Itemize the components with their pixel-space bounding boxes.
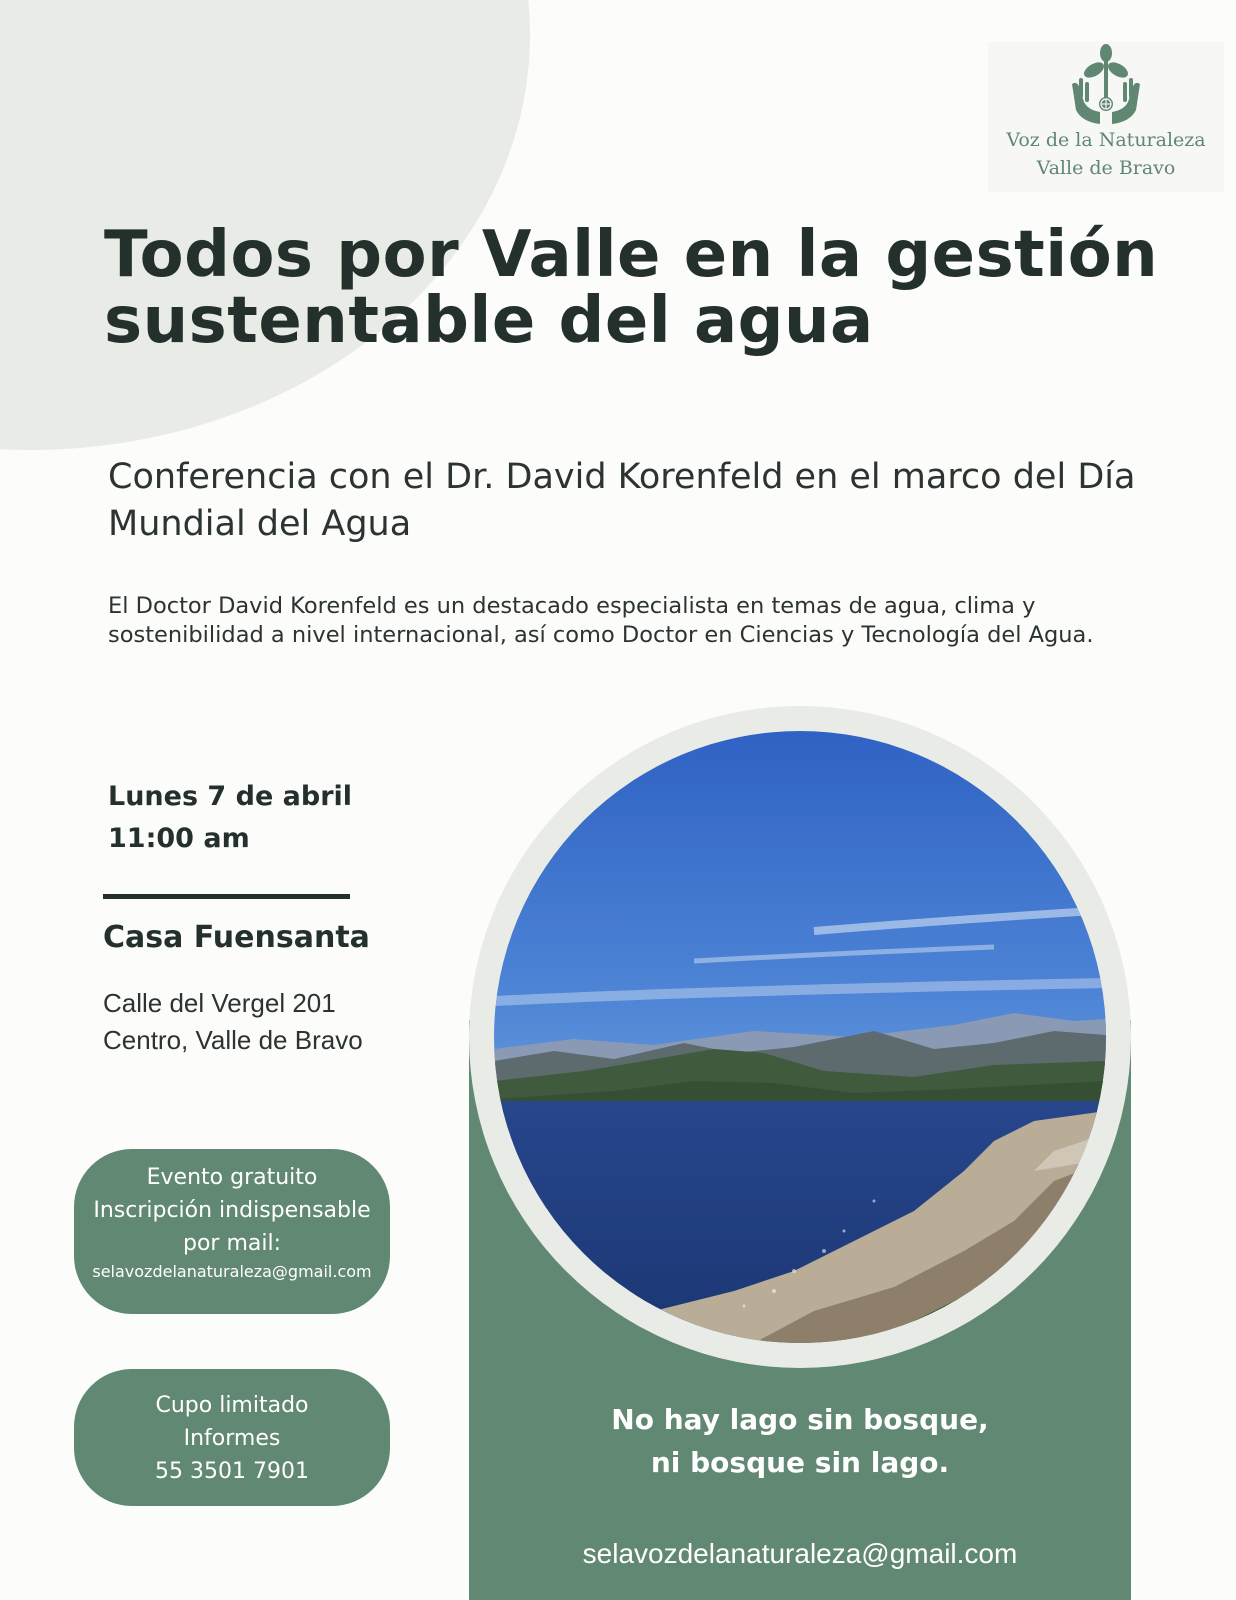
registration-line-2: Inscripción indispensable: [93, 1198, 371, 1223]
slogan-line-2: ni bosque sin lago.: [650, 1446, 950, 1479]
brand-name-line-2: Valle de Bravo: [1036, 157, 1176, 179]
lake-valle-de-bravo-photo: [494, 731, 1106, 1343]
event-datetime: [108, 776, 352, 860]
slogan-line-1: No hay lago sin bosque,: [611, 1403, 989, 1436]
info-phone[interactable]: 55 3501 7901: [155, 1459, 309, 1484]
page-title: Todos por Valle en la gestión sustentable del agua: [104, 218, 1159, 358]
registration-badge: [74, 1149, 390, 1314]
slogan: [469, 1398, 1131, 1484]
address-line-1: Calle del Vergel 201: [103, 988, 336, 1018]
registration-line-1: Evento gratuito: [146, 1165, 318, 1190]
event-date: Lunes 7 de abril: [108, 781, 353, 812]
divider: [103, 894, 350, 899]
registration-line-3: por mail:: [182, 1231, 281, 1256]
brand-name-line-1: Voz de la Naturaleza: [1006, 129, 1206, 151]
info-line-2: Informes: [183, 1426, 281, 1451]
brand-logo: [988, 42, 1224, 192]
subtitle: Conferencia con el Dr. David Korenfeld en el marco del Día Mundial del Agua: [108, 457, 1136, 544]
event-time: 11:00 am: [108, 823, 250, 854]
venue-name: Casa Fuensanta: [103, 920, 370, 955]
address-line-2: Centro, Valle de Bravo: [103, 1025, 363, 1055]
hands-holding-plant-icon: [1066, 44, 1146, 126]
registration-email-link[interactable]: selavozdelanaturaleza@gmail.com: [92, 1262, 372, 1281]
footer-email-link[interactable]: selavozdelanaturaleza@gmail.com: [582, 1538, 1018, 1569]
venue-address: [103, 985, 363, 1059]
speaker-description: El Doctor David Korenfeld es un destacado especialista en temas de agua, clima y sostenibilidad a nivel internacional, así como Doctor en Ciencias y Tecnología del Agua.: [108, 593, 1094, 648]
info-line-1: Cupo limitado: [155, 1393, 309, 1418]
info-badge: [74, 1369, 390, 1506]
